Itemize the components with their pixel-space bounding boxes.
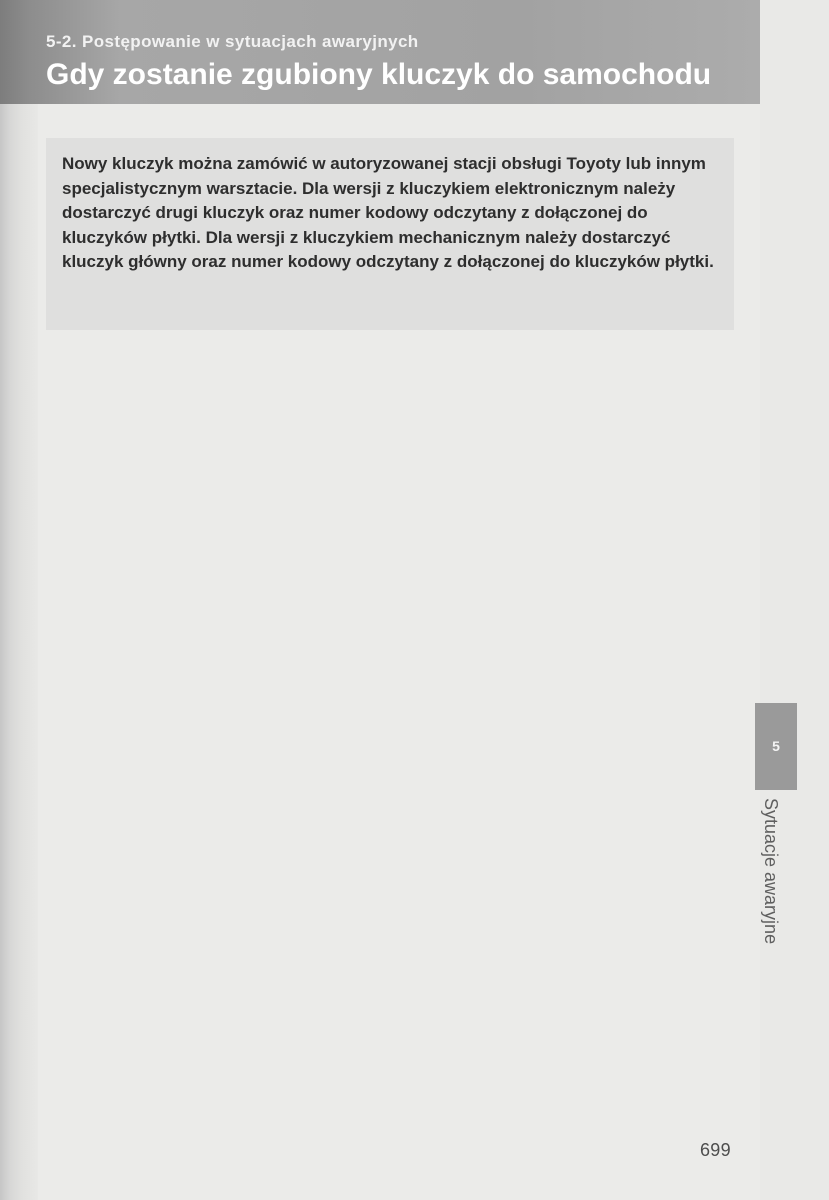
page-header bbox=[0, 0, 760, 104]
section-tab bbox=[755, 703, 797, 790]
chapter-label-text: Sytuacje awaryjne bbox=[761, 798, 781, 945]
right-margin bbox=[760, 0, 829, 1200]
page-title: Gdy zostanie zgubiony kluczyk do samochodu bbox=[46, 58, 712, 91]
section-breadcrumb: 5-2. Postępowanie w sytuacjach awaryjnych bbox=[46, 32, 419, 51]
section-tab-number: 5 bbox=[772, 738, 780, 754]
chapter-side-label bbox=[758, 798, 784, 988]
page-number: 699 bbox=[700, 1140, 731, 1160]
page-binding-shadow bbox=[0, 0, 38, 1200]
instruction-text: Nowy kluczyk można zamówić w autoryzowanej stacji obsługi Toyoty lub innym specjalistycznym warsztacie. Dla wersji z kluczykiem elektronicznym należy dostarczyć drugi kluczyk oraz numer kodowy odczytany z dołączonej do kluczyków płytki. Dla wersji z kluczykiem mechanicznym należy dostarczyć kluczyk główny oraz numer kodowy odczytany z dołączonej do kluczyków płytki. bbox=[62, 154, 714, 271]
